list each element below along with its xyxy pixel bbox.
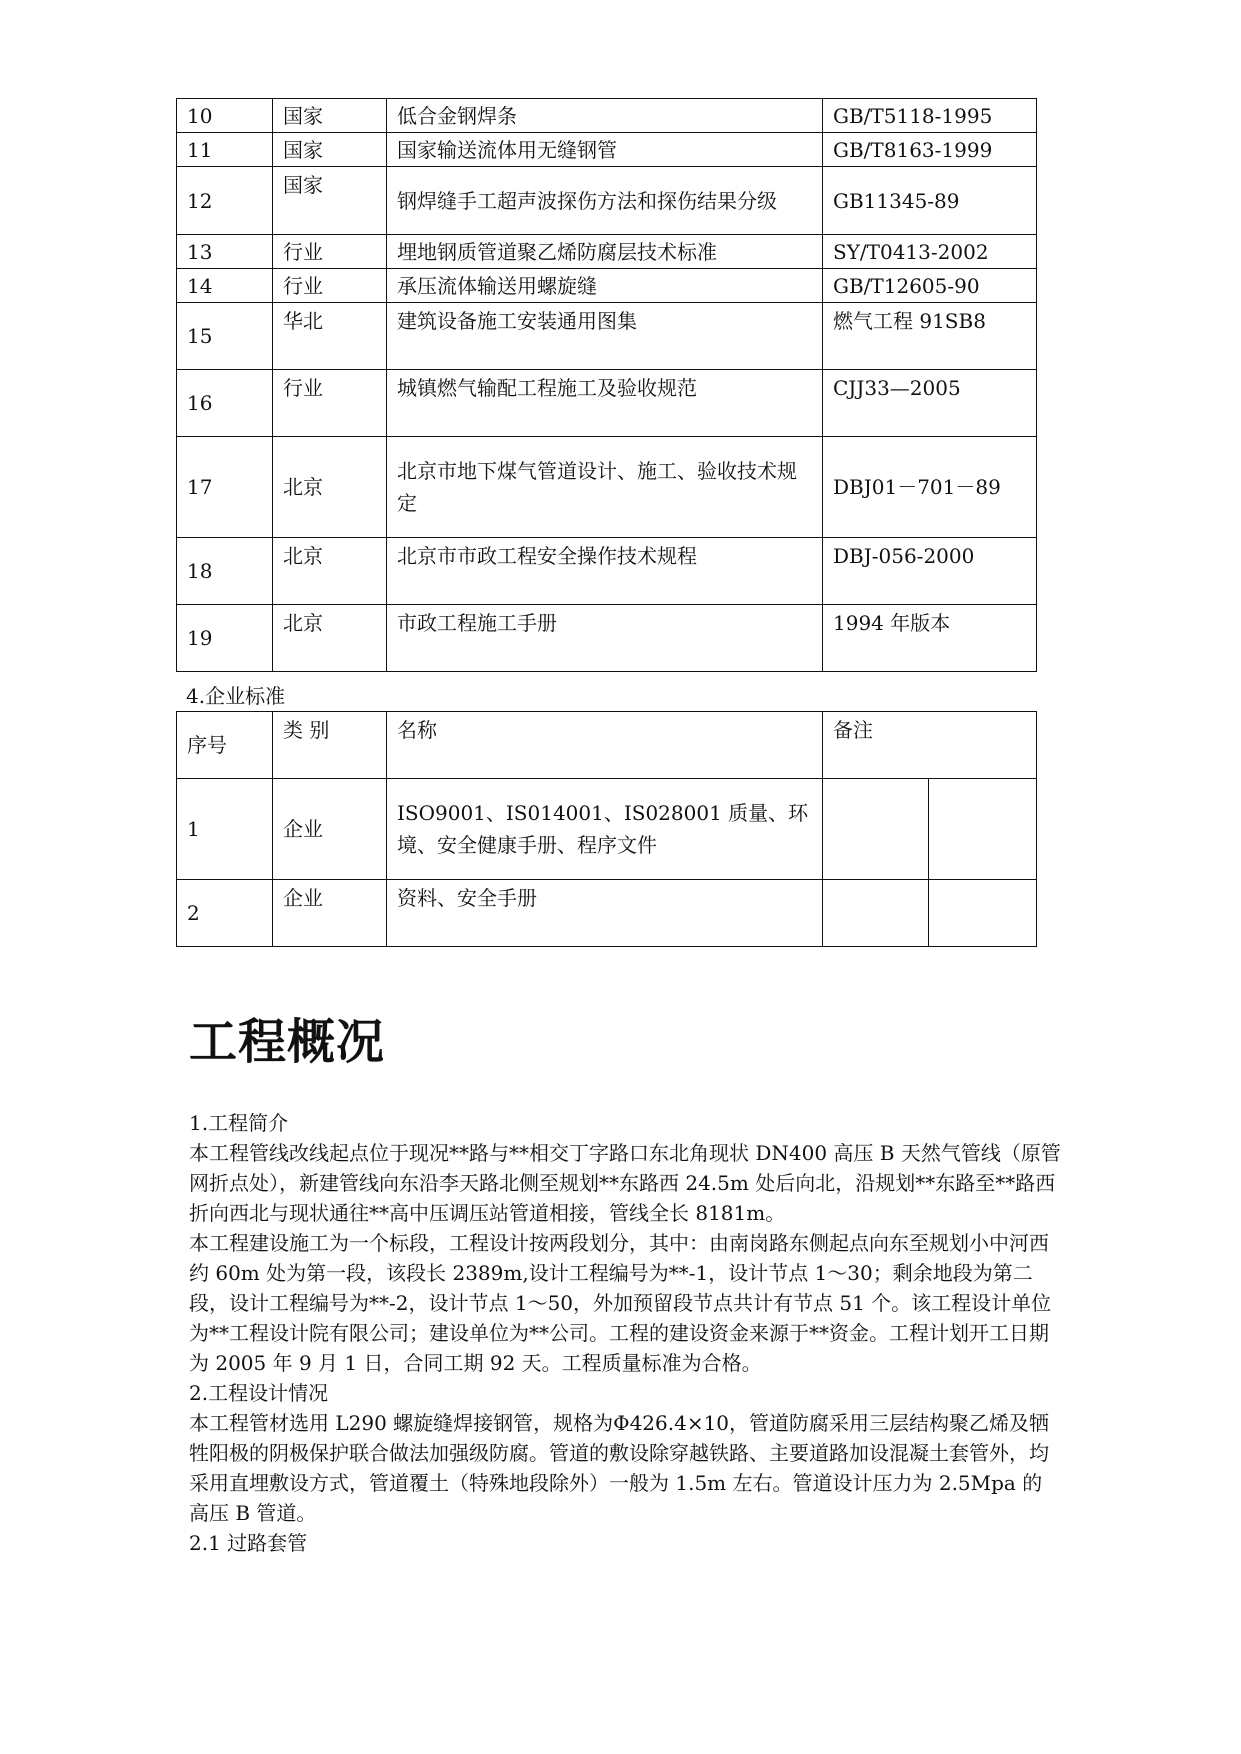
table-row: [177, 269, 1037, 303]
row-extra-cell: [929, 779, 1037, 880]
row-code: 燃气工程 91SB8: [823, 303, 1037, 370]
header-number: 序号: [177, 712, 273, 779]
table-row: [177, 167, 1037, 235]
row-number: 14: [177, 269, 273, 303]
subsection-title: 1.工程简介: [189, 1111, 289, 1135]
row-name: 城镇燃气输配工程施工及验收规范: [387, 370, 823, 437]
subsection-title: 2.工程设计情况: [189, 1381, 329, 1405]
table-row: [177, 538, 1037, 605]
row-category: 北京: [273, 538, 387, 605]
paragraph: 本工程建设施工为一个标段，工程设计按两段划分，其中：由南岗路东侧起点向东至规划小中河西约 60m 处为第一段，该段长 2389m,设计工程编号为**-1，设计节点 1～30；剩余地段为第二段，设计工程编号为**-2，设计节点 1～50，外加预留段节点共计有节点 51 个。该工程设计单位为**工程设计院有限公司；建设单位为**公司。工程的建设资金来源于**资金。工程计划开工日期为 2005 年 9 月 1 日，合同工期 92 天。工程质量标准为合格。: [189, 1231, 1052, 1375]
row-category: 国家: [273, 99, 387, 133]
row-code: GB/T12605-90: [823, 269, 1037, 303]
subsection-title: 2.1 过路套管: [189, 1531, 308, 1555]
row-number: 16: [177, 370, 273, 437]
row-category: 行业: [273, 235, 387, 269]
row-number: 11: [177, 133, 273, 167]
paragraph: 本工程管材选用 L290 螺旋缝焊接钢管，规格为Φ426.4×10，管道防腐采用三层结构聚乙烯及牺牲阳极的阴极保护联合做法加强级防腐。管道的敷设除穿越铁路、主要道路加设混凝土套管外，均采用直埋敷设方式，管道覆土（特殊地段除外）一般为 1.5m 左右。管道设计压力为 2.5Mpa 的高压 B 管道。: [189, 1411, 1050, 1525]
table-row: [177, 880, 1037, 947]
header-remark: 备注: [823, 712, 1037, 779]
row-number: 15: [177, 303, 273, 370]
row-number: 13: [177, 235, 273, 269]
row-code: GB/T5118-1995: [823, 99, 1037, 133]
row-number: 10: [177, 99, 273, 133]
row-category: 国家: [273, 133, 387, 167]
row-category: 国家: [273, 167, 387, 235]
table-row: [177, 605, 1037, 672]
row-code: DBJ01－701－89: [823, 437, 1037, 538]
row-number: 17: [177, 437, 273, 538]
row-name: 北京市市政工程安全操作技术规程: [387, 538, 823, 605]
row-category: 北京: [273, 605, 387, 672]
row-category: 行业: [273, 370, 387, 437]
table-header-row: [177, 712, 1037, 779]
standards-table: [176, 98, 1037, 672]
row-code: SY/T0413-2002: [823, 235, 1037, 269]
row-category: 北京: [273, 437, 387, 538]
row-name: 资料、安全手册: [387, 880, 823, 947]
row-name: 低合金钢焊条: [387, 99, 823, 133]
row-code: GB/T8163-1999: [823, 133, 1037, 167]
row-name: 承压流体输送用螺旋缝: [387, 269, 823, 303]
enterprise-standards-table: [176, 711, 1037, 947]
row-name: 北京市地下煤气管道设计、施工、验收技术规定: [387, 437, 823, 538]
table-row: [177, 779, 1037, 880]
table-row: [177, 303, 1037, 370]
row-code: 1994 年版本: [823, 605, 1037, 672]
header-name: 名称: [387, 712, 823, 779]
row-name: 建筑设备施工安装通用图集: [387, 303, 823, 370]
row-name: ISO9001、IS014001、IS028001 质量、环境、安全健康手册、程序文件: [387, 779, 823, 880]
row-extra-cell: [929, 880, 1037, 947]
table-row: [177, 370, 1037, 437]
row-number: 19: [177, 605, 273, 672]
row-name: 埋地钢质管道聚乙烯防腐层技术标准: [387, 235, 823, 269]
row-code: CJJ33—2005: [823, 370, 1037, 437]
row-remark-cell: [823, 779, 929, 880]
row-code: DBJ-056-2000: [823, 538, 1037, 605]
paragraph: 本工程管线改线起点位于现况**路与**相交丁字路口东北角现状 DN400 高压 B 天然气管线（原管网折点处），新建管线向东沿李天路北侧至规划**东路西 24.5m 处后向北，沿规划**东路至**路西折向西北与现状通往**高中压调压站管道相接，管线全长 8181m。: [189, 1141, 1061, 1225]
table-row: [177, 437, 1037, 538]
table-row: [177, 133, 1037, 167]
row-category: 企业: [273, 779, 387, 880]
table-row: [177, 235, 1037, 269]
row-number: 2: [177, 880, 273, 947]
enterprise-standards-caption: 4.企业标准: [186, 684, 286, 708]
row-number: 1: [177, 779, 273, 880]
row-name: 国家输送流体用无缝钢管: [387, 133, 823, 167]
row-category: 企业: [273, 880, 387, 947]
table-row: [177, 99, 1037, 133]
row-category: 华北: [273, 303, 387, 370]
row-code: GB11345-89: [823, 167, 1037, 235]
row-remark-cell: [823, 880, 929, 947]
row-category: 行业: [273, 269, 387, 303]
row-number: 18: [177, 538, 273, 605]
section-heading: 工程概况: [189, 1014, 386, 1070]
row-name: 市政工程施工手册: [387, 605, 823, 672]
header-category: 类 别: [273, 712, 387, 779]
overview-body: [189, 1108, 1061, 1558]
row-number: 12: [177, 167, 273, 235]
row-name: 钢焊缝手工超声波探伤方法和探伤结果分级: [387, 167, 823, 235]
